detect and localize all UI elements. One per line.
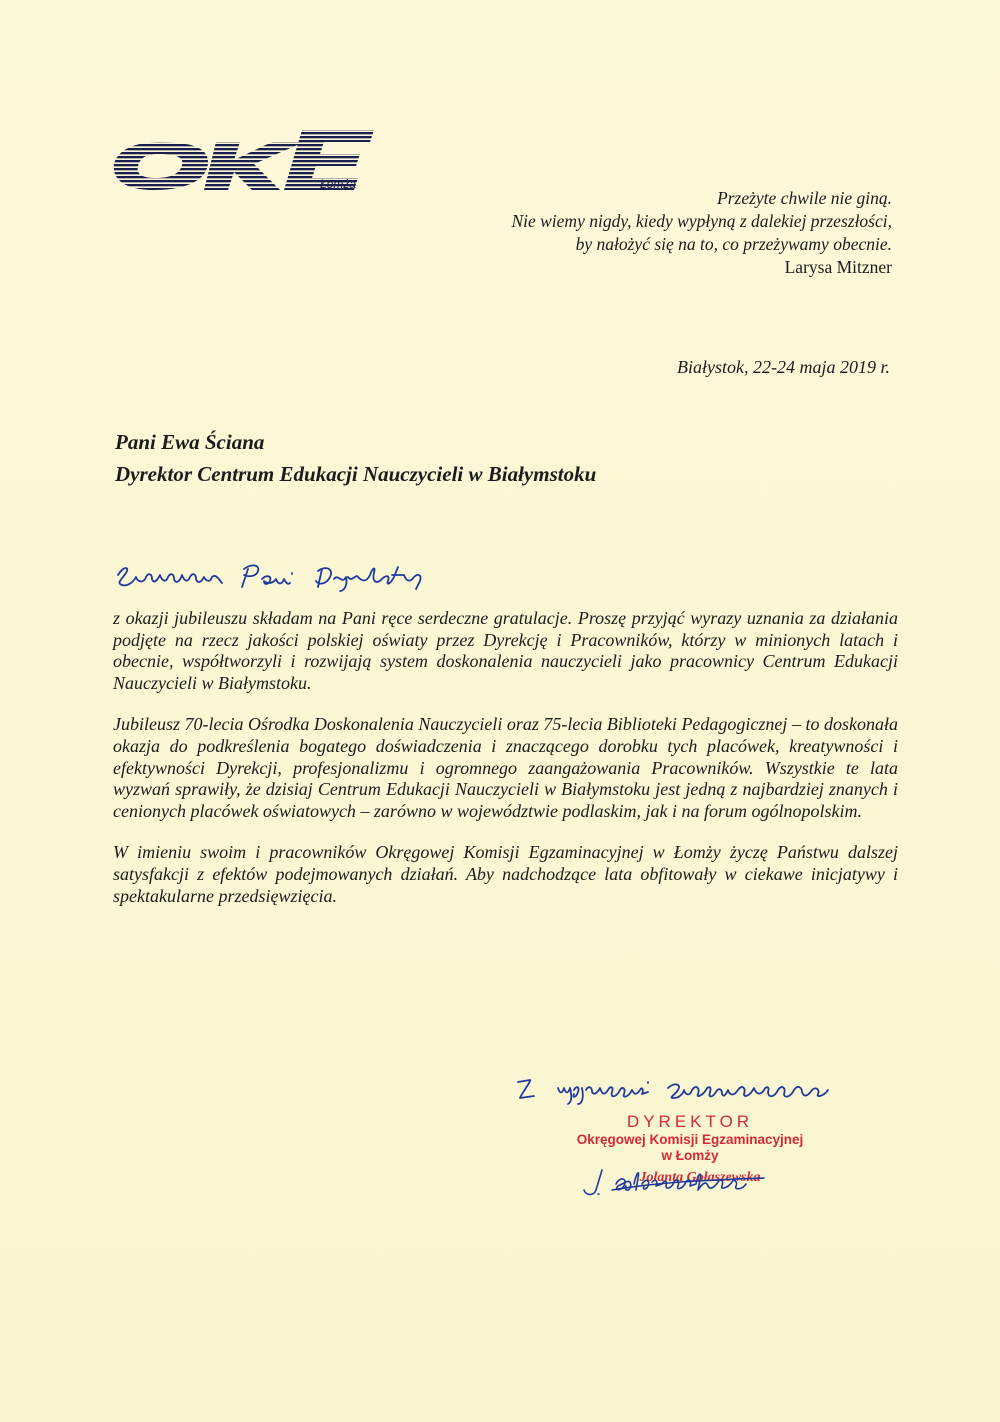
body-paragraph: Jubileusz 70-lecia Ośrodka Doskonalenia Nauczycieli oraz 75-lecia Biblioteki Pedagogicznej – to doskonała okazja do podkreślenia bogatego doświadczenia i znaczącego dorobku tych placówek, kreatywności i efektywności Dyrekcji, profesjonalizmu i ogromnego zaangażowania Pracowników. Wszystkie te lata wyzwań sprawiły, że dzisiaj Centrum Edukacji Nauczycieli w Białymstoku jest jedną z najbardziej znanych i cenionych placówek oświatowych – zarówno w województwie podlaskim, jak i na forum ogólnopolskim.: [113, 714, 898, 821]
letter-body: [113, 608, 898, 927]
motto-line: Nie wiemy nigdy, kiedy wypłyną z dalekiej przeszłości,: [511, 211, 892, 231]
stamp-location: w Łomży: [661, 1148, 719, 1163]
logo-subtitle: Łomża: [320, 177, 357, 191]
stamp-name: Jolanta Gołaszewska: [639, 1170, 761, 1185]
recipient-title: Dyrektor Centrum Edukacji Nauczycieli w Białymstoku: [115, 462, 597, 486]
motto-line: by nałożyć się na to, co przeżywamy obecnie.: [575, 234, 892, 254]
motto-line: Przeżyte chwile nie giną.: [717, 188, 892, 208]
place-date: Białystok, 22-24 maja 2019 r.: [677, 357, 890, 377]
signature-handwriting: [578, 1160, 798, 1200]
motto: [332, 187, 892, 279]
salutation-handwriting: [112, 555, 472, 595]
stamp-institution: Okręgowej Komisji Egzaminacyjnej: [576, 1132, 804, 1147]
body-paragraph: W imieniu swoim i pracowników Okręgowej Komisji Egzaminacyjnej w Łomży życzę Państwu dalszej satysfakcji z efektów podejmowanych działań. Aby nadchodzące lata obfitowały w ciekawe inicjatywy i spektakularne przedsięwzięcia.: [113, 842, 898, 906]
closing-handwriting: [512, 1068, 842, 1108]
handwritten-signature: [578, 1160, 798, 1200]
body-paragraph: z okazji jubileuszu składam na Pani ręce serdeczne gratulacje. Proszę przyjąć wyrazy uznania za działania podjęte na rzecz jakości polskiej oświaty przez Dyrekcję i Pracowników, którzy w minionych latach i obecnie, współtworzyli i rozwijają system doskonalenia nauczycieli jako pracownicy Centrum Edukacji Nauczycieli w Białymstoku.: [113, 608, 898, 693]
handwritten-salutation: [112, 555, 472, 595]
motto-author: Larysa Mitzner: [784, 257, 892, 277]
recipient: [115, 426, 596, 490]
handwritten-closing: [512, 1068, 842, 1108]
recipient-name: Pani Ewa Ściana: [115, 430, 265, 454]
stamp-title: DYREKTOR: [626, 1112, 754, 1131]
